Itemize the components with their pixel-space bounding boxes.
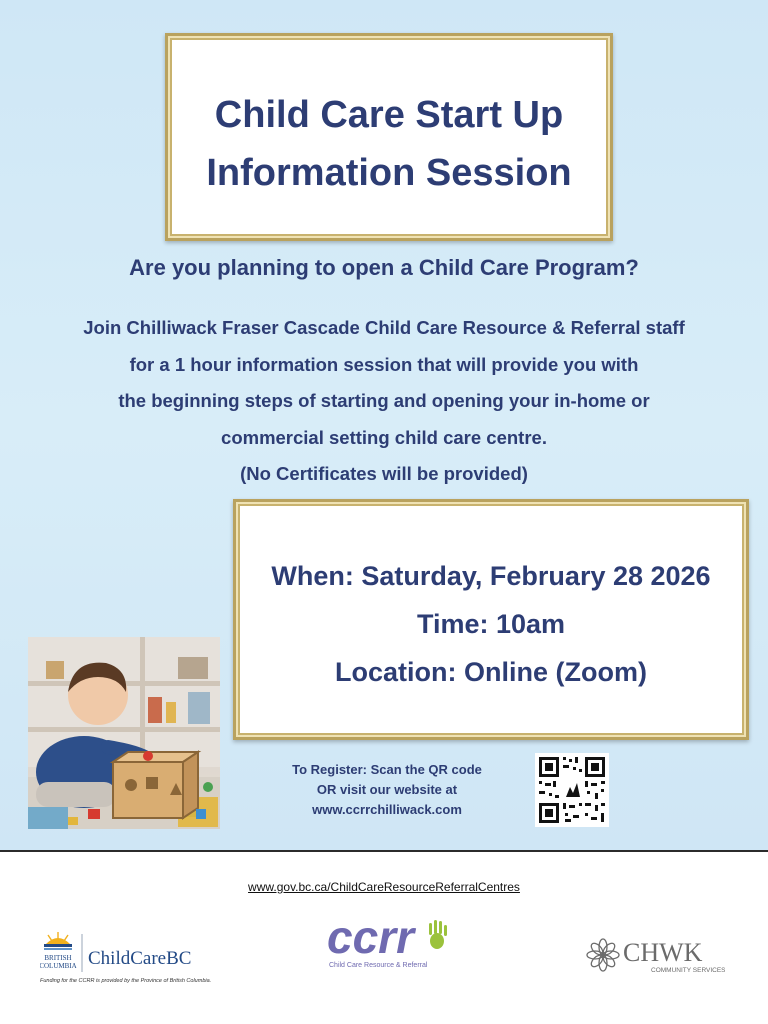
ccrr-logo — [325, 915, 455, 975]
description-line: for a 1 hour information session that will provide you with — [129, 353, 639, 375]
bc-sun-logo-icon — [40, 930, 200, 980]
chwk-flower-logo-icon — [585, 935, 725, 977]
bc-name-line-2: COLUMBIA — [40, 962, 77, 970]
register-line-1: To Register: Scan the QR code — [292, 762, 482, 777]
child-photo — [28, 637, 220, 829]
bc-name-line-1: BRITISH — [44, 954, 72, 962]
title-line-2: Information Session — [206, 152, 572, 194]
ccrr-subtitle: Child Care Resource & Referral — [329, 962, 428, 969]
question-heading: Are you planning to open a Child Care Program? — [129, 255, 639, 280]
chwk-subtitle: COMMUNITY SERVICES — [651, 967, 725, 974]
certificate-note: (No Certificates will be provided) — [240, 463, 528, 484]
childcarebc-text: ChildCareBC — [88, 948, 192, 969]
title-line-1: Child Care Start Up — [214, 94, 564, 136]
event-details — [236, 552, 746, 696]
event-time: Time: 10am — [416, 609, 566, 639]
event-location: Location: Online (Zoom) — [335, 657, 647, 687]
funding-note: Funding for the CCRR is provided by the Province of British Columbia. — [40, 978, 212, 984]
description-line: commercial setting child care centre. — [221, 426, 547, 448]
child-photo-icon — [28, 637, 220, 829]
chwk-wordmark: CHWK — [623, 938, 703, 967]
childcarebc-logo — [40, 930, 200, 980]
description-line: Join Chilliwack Fraser Cascade Child Care Resource & Referral staff — [83, 317, 685, 338]
footer-divider — [0, 850, 768, 852]
register-info — [262, 760, 512, 820]
description — [20, 310, 748, 493]
event-date: When: Saturday, February 28 2026 — [271, 561, 711, 591]
title-frame — [165, 33, 613, 241]
gov-website-link[interactable]: www.gov.bc.ca/ChildCareResourceReferralCentres — [248, 880, 520, 894]
qr-code-icon — [535, 753, 609, 827]
chwk-logo — [585, 935, 725, 977]
page-title — [168, 86, 610, 202]
ccrr-wordmark: ccrr — [327, 915, 414, 963]
event-details-frame — [233, 499, 749, 740]
register-line-2: OR visit our website at — [316, 782, 458, 797]
qr-code[interactable] — [535, 753, 609, 827]
description-line: the beginning steps of starting and opening your in-home or — [118, 390, 650, 411]
register-website-link[interactable]: www.ccrrchilliwack.com — [312, 802, 462, 817]
ccrr-hand-logo-icon — [325, 915, 455, 975]
